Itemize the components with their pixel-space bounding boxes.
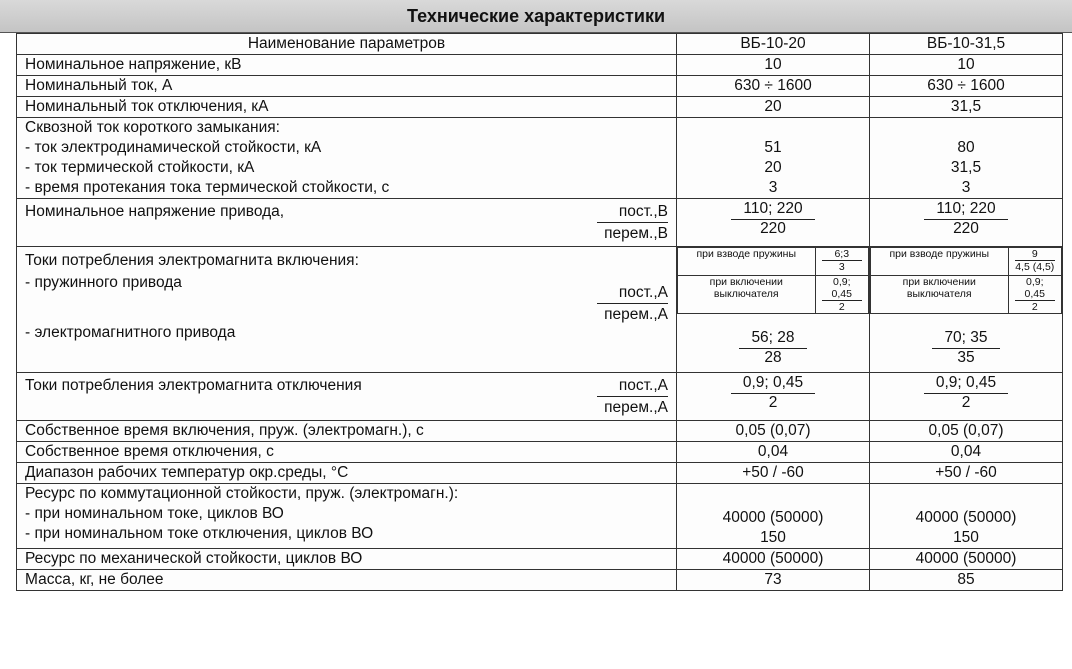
sub-label: - при номинальном токе отключения, циклов ВО xyxy=(25,525,374,542)
row-value: 0,04 xyxy=(870,442,1063,463)
row-value: 0,9; 0,45 2 xyxy=(677,373,870,421)
spring-current-table: при взводе пружины 6;3 3 при включении выключателя 0,9; 0,45 2 xyxy=(677,247,869,314)
group-title: Ресурс по коммутационной стойкости, пруж. (электромагн.): xyxy=(25,485,459,502)
col2-header: ВБ-10-31,5 xyxy=(870,34,1063,55)
table-row xyxy=(17,55,1063,76)
table-row xyxy=(17,421,1063,442)
row-label xyxy=(17,118,677,199)
table-row xyxy=(17,484,1063,549)
row-label: Номинальный ток отключения, кА xyxy=(17,97,677,118)
row-label: Токи потребления электромагнита включения: - пружинного привода пост.,А перем.,А - электромагнитного привода xyxy=(17,247,677,373)
row-label: Масса, кг, не более xyxy=(17,570,677,591)
row-value: 0,9; 0,45 2 xyxy=(870,373,1063,421)
spring-current-table: при взводе пружины 9 4,5 (4,5) при включении выключателя 0,9; 0,45 2 xyxy=(870,247,1062,314)
row-value: 110; 220 220 xyxy=(870,199,1063,247)
row-value: 73 xyxy=(677,570,870,591)
row-value: 20 xyxy=(677,97,870,118)
row-value: 40000 (50000) xyxy=(870,549,1063,570)
row-value: 0,04 xyxy=(677,442,870,463)
param-header: Наименование параметров xyxy=(17,34,677,55)
table-row xyxy=(17,463,1063,484)
row-value: 630 ÷ 1600 xyxy=(870,76,1063,97)
row-value: 10 xyxy=(870,55,1063,76)
sub-label: - время протекания тока термической стойкости, с xyxy=(25,179,390,196)
row-label: Диапазон рабочих температур окр.среды, °С xyxy=(17,463,677,484)
row-label: Номинальное напряжение, кВ xyxy=(17,55,677,76)
table-row xyxy=(17,247,1063,373)
row-value: 40000 (50000) 150 xyxy=(677,484,870,549)
row-value: 630 ÷ 1600 xyxy=(677,76,870,97)
row-value: 51 20 3 xyxy=(677,118,870,199)
table-row xyxy=(17,199,1063,247)
row-value: 40000 (50000) 150 xyxy=(870,484,1063,549)
row-value: 10 xyxy=(677,55,870,76)
spec-table xyxy=(16,33,1063,591)
unit-label: перем.,В xyxy=(604,225,668,242)
unit-label: пост.,А xyxy=(597,283,668,304)
row-label: Номинальное напряжение привода, пост.,В перем.,В xyxy=(17,199,677,247)
row-value: 85 xyxy=(870,570,1063,591)
group-title: Сквозной ток короткого замыкания: xyxy=(25,119,280,136)
table-row xyxy=(17,549,1063,570)
row-label: Ресурс по механической стойкости, циклов ВО xyxy=(17,549,677,570)
unit-label: перем.,А xyxy=(604,399,668,416)
row-value: 0,05 (0,07) xyxy=(677,421,870,442)
row-value: +50 / -60 xyxy=(677,463,870,484)
row-value: при взводе пружины 6;3 3 при включении выключателя 0,9; 0,45 2 56; 28 28 xyxy=(677,247,870,373)
sub-label: - при номинальном токе, циклов ВО xyxy=(25,505,284,522)
table-row xyxy=(17,373,1063,421)
row-value: 40000 (50000) xyxy=(677,549,870,570)
table-row xyxy=(17,442,1063,463)
table-row xyxy=(17,570,1063,591)
sub-label: - ток электродинамической стойкости, кА xyxy=(25,139,322,156)
unit-label: пост.,А xyxy=(597,376,668,397)
row-value: 80 31,5 3 xyxy=(870,118,1063,199)
unit-label: перем.,А xyxy=(604,306,668,323)
row-value: 0,05 (0,07) xyxy=(870,421,1063,442)
unit-label: пост.,В xyxy=(597,202,668,223)
row-label xyxy=(17,484,677,549)
header-row xyxy=(17,34,1063,55)
col1-header: ВБ-10-20 xyxy=(677,34,870,55)
row-value: 110; 220 220 xyxy=(677,199,870,247)
table-row xyxy=(17,76,1063,97)
table-row xyxy=(17,118,1063,199)
row-label: Номинальный ток, А xyxy=(17,76,677,97)
row-value: +50 / -60 xyxy=(870,463,1063,484)
row-value: 31,5 xyxy=(870,97,1063,118)
sub-label: - ток термической стойкости, кА xyxy=(25,159,255,176)
row-value: при взводе пружины 9 4,5 (4,5) при включении выключателя 0,9; 0,45 2 70; 35 35 xyxy=(870,247,1063,373)
row-label: Собственное время отключения, с xyxy=(17,442,677,463)
table-title: Технические характеристики xyxy=(0,0,1072,33)
table-row xyxy=(17,97,1063,118)
row-label: Токи потребления электромагнита отключения пост.,А перем.,А xyxy=(17,373,677,421)
row-label: Собственное время включения, пруж. (электромагн.), с xyxy=(17,421,677,442)
